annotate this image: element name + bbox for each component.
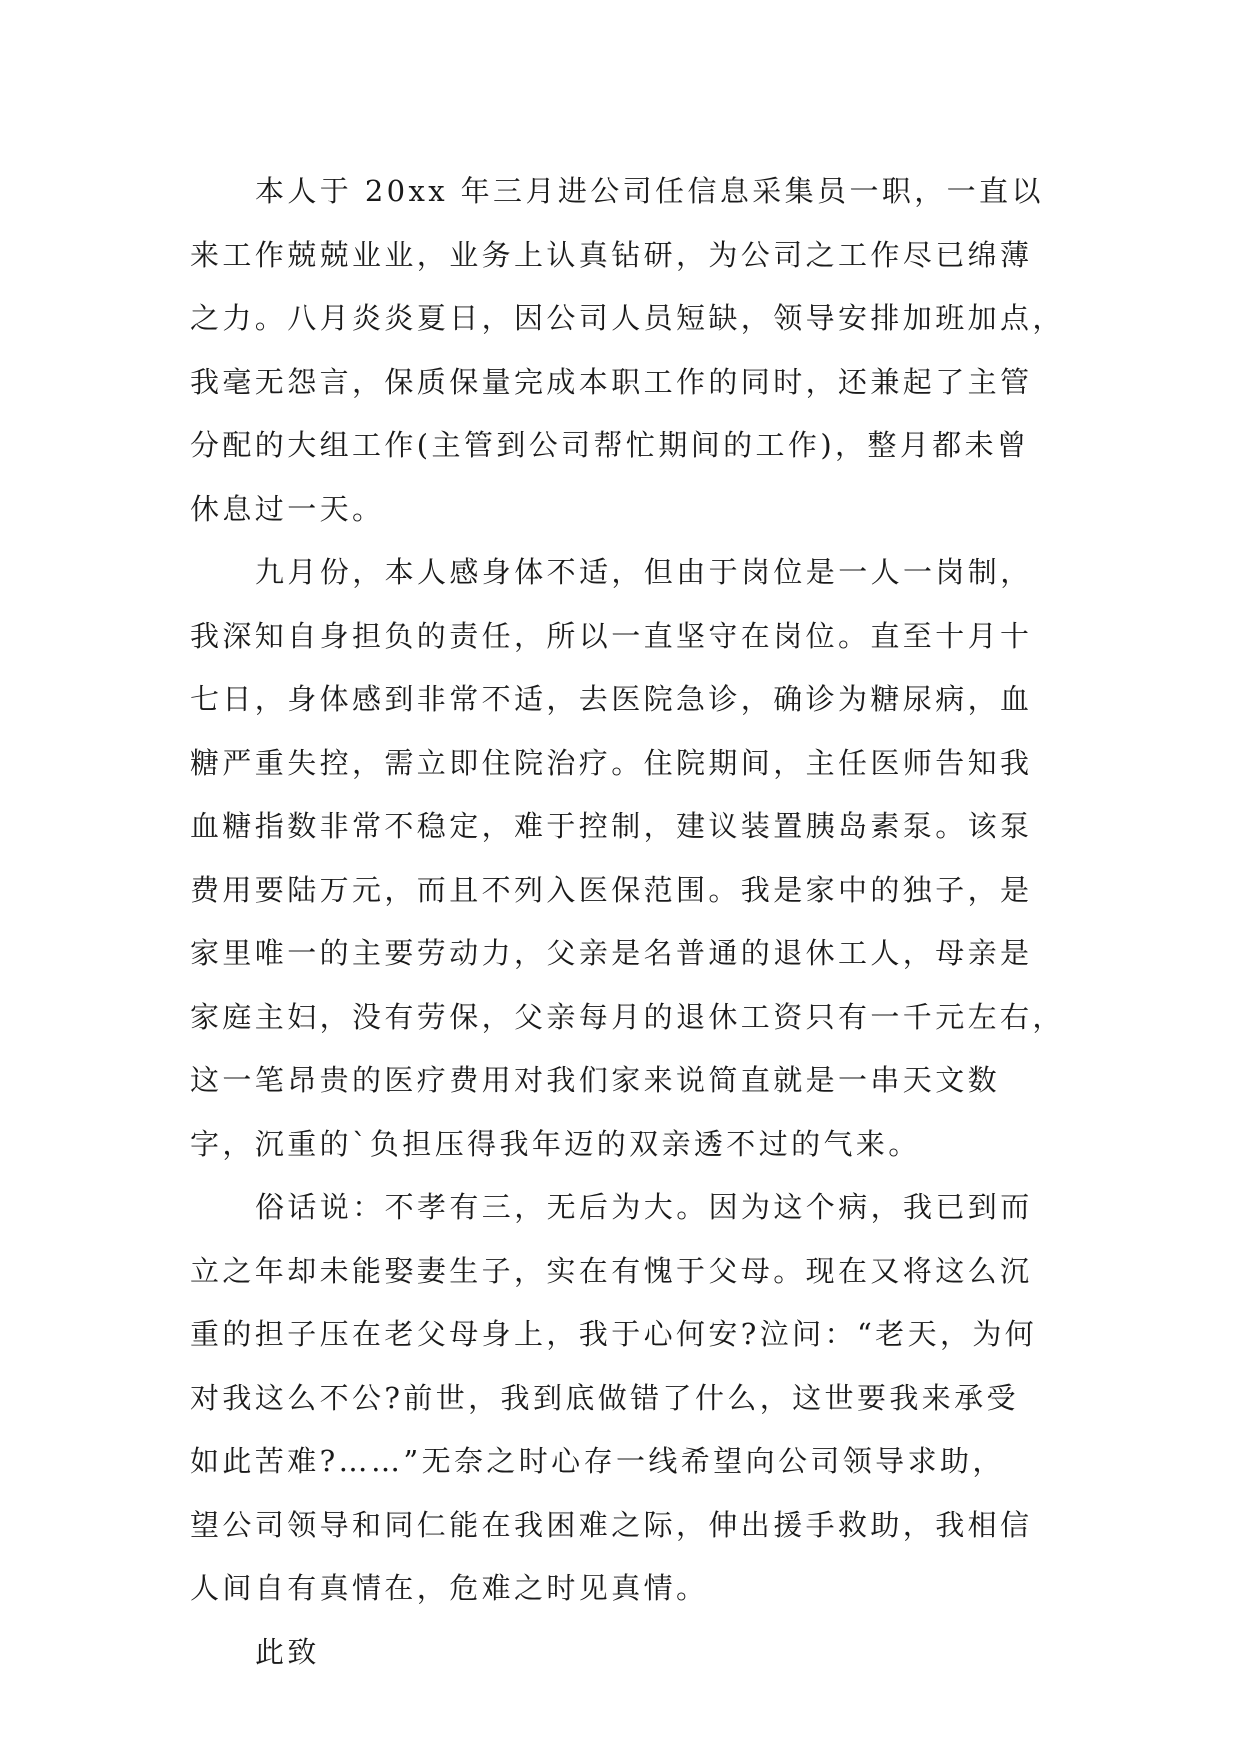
text-line: 望公司领导和同仁能在我困难之际，伸出援手救助，我相信 (190, 1507, 1033, 1542)
text-line: 之力。八月炎炎夏日，因公司人员短缺，领导安排加班加点， (190, 301, 1065, 335)
paragraph-2 (190, 541, 1065, 1176)
letter-body (190, 160, 1065, 1684)
text-line: 重的担子压在老父母身上，我于心何安?泣问：“老天，为何 (190, 1317, 1038, 1351)
text-line: 家里唯一的主要劳动力，父亲是名普通的退休工人，母亲是 (190, 936, 1033, 970)
text-line: 血糖指数非常不稳定，难于控制，建议装置胰岛素泵。该泵 (190, 809, 1033, 843)
text-line: 俗话说：不孝有三，无后为大。因为这个病，我已到而 (255, 1190, 1033, 1224)
text-line: 糖严重失控，需立即住院治疗。住院期间，主任医师告知我 (190, 745, 1033, 780)
text-line: 人间自有真情在，危难之时见真情。 (190, 1571, 709, 1605)
text-line: 此致 (255, 1634, 320, 1669)
text-line: 费用要陆万元，而且不列入医保范围。我是家中的独子，是 (190, 872, 1033, 907)
text-line: 七日，身体感到非常不适，去医院急诊，确诊为糖尿病，血 (190, 682, 1033, 716)
text-line: 分配的大组工作(主管到公司帮忙期间的工作)，整月都未曾 (190, 428, 1030, 462)
text-line: 如此苦难?……”无奈之时心存一线希望向公司领导求助， (190, 1444, 1005, 1478)
text-line: 我毫无怨言，保质保量完成本职工作的同时，还兼起了主管 (190, 364, 1033, 399)
closing-salutation (190, 1621, 1060, 1685)
paragraph-3 (190, 1176, 1060, 1621)
text-line: 来工作兢兢业业，业务上认真钻研，为公司之工作尽已绵薄 (190, 237, 1033, 272)
text-line: 这一笔昂贵的医疗费用对我们家来说简直就是一串天文数 (190, 1063, 1001, 1097)
text-line: 字，沉重的`负担压得我年迈的双亲透不过的气来。 (190, 1126, 921, 1161)
text-line: 家庭主妇，没有劳保，父亲每月的退休工资只有一千元左右， (190, 999, 1065, 1034)
text-line: 我深知自身担负的责任，所以一直坚守在岗位。直至十月十 (190, 618, 1033, 653)
paragraph-1 (190, 160, 1065, 541)
text-line: 九月份，本人感身体不适，但由于岗位是一人一岗制， (255, 555, 1033, 589)
text-line: 休息过一天。 (190, 491, 385, 526)
text-line: 本人于 20xx 年三月进公司任信息采集员一职，一直以 (255, 174, 1044, 208)
text-line: 立之年却未能娶妻生子，实在有愧于父母。现在又将这么沉 (190, 1253, 1033, 1288)
text-line: 对我这么不公?前世，我到底做错了什么，这世要我来承受 (190, 1380, 1019, 1415)
